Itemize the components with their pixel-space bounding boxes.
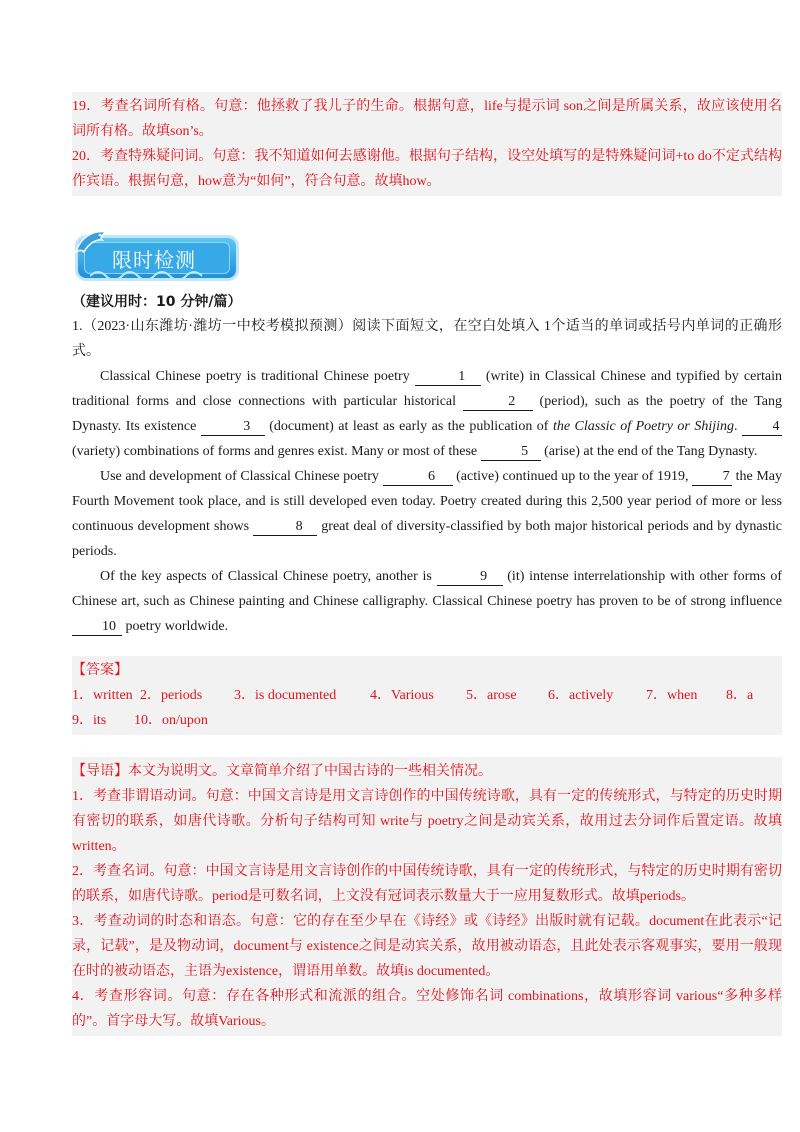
blank-7[interactable]: 7	[692, 469, 732, 486]
blank-5[interactable]: 5	[481, 444, 541, 461]
answer-item: 6．actively	[548, 688, 614, 703]
blank-10[interactable]: 10	[72, 619, 122, 636]
blank-3[interactable]: 3	[201, 419, 265, 436]
blank-6[interactable]: 6	[383, 469, 453, 486]
book-title: the Classic of Poetry or Shijing	[552, 419, 735, 434]
explanation-19: 19．考查名词所有格。句意：他拯救了我儿子的生命。根据句意，life与提示词 son之间是所属关系，故应该使用名词所有格。故填son’s。	[72, 99, 782, 139]
blank-2[interactable]: 2	[463, 394, 533, 411]
answer-item: 9．its	[72, 713, 107, 728]
answer-heading: 【答案】	[72, 663, 128, 678]
passage-paragraph-1: Classical Chinese poetry is traditional Chinese poetry 1 (write) in Classical Chinese and typified by certain traditional forms and close connections with particular historical 2 (period), such as the poetry of the Tang Dynasty. Its existence 3 (document) at least as early as the publication of the Classic of Poetry or Shijing. 4 (variety) combinations of forms and genres exist. Many or most of these 5 (arise) at the end of the Tang Dynasty.	[72, 369, 782, 459]
exercise	[72, 314, 782, 639]
explanation-1: 1．考查非谓语动词。句意：中国文言诗是用文言诗创作的中国传统诗歌，具有一定的传统形式，与特定的历史时期有密切的联系，如唐代诗歌。分析句子结构可知 write与 poetry之间是动宾关系，故用过去分词作后置定语。故填written。	[72, 789, 782, 854]
explanation-20: 20．考查特殊疑问词。句意：我不知道如何去感谢他。根据句子结构，设空处填写的是特殊疑问词+to do不定式结构作宾语。根据句意，how意为“如何”，符合句意。故填how。	[72, 149, 782, 189]
answer-item: 7．when	[646, 688, 698, 703]
blank-4[interactable]: 4	[742, 419, 782, 436]
answer-row-2	[72, 708, 782, 733]
explanation-block	[72, 757, 782, 1036]
answer-row-1	[72, 683, 782, 708]
passage-paragraph-2: Use and development of Classical Chinese poetry 6 (active) continued up to the year of 1919, 7 the May Fourth Movement took place, and is still developed even today. Poetry created during this 2,500 year period of more or less continuous development shows 8 great deal of diversity-classified by both major historical periods and by dynastic periods.	[72, 469, 783, 559]
blank-8[interactable]: 8	[253, 519, 317, 536]
explanation-2: 2．考查名词。句意：中国文言诗是用文言诗创作的中国传统诗歌，具有一定的传统形式，与特定的历史时期有密切的联系，如唐代诗歌。period是可数名词，上文没有冠词表示数量大于一应用复数形式。故填periods。	[72, 864, 782, 904]
answer-block	[72, 656, 782, 735]
answer-item: 2．periods	[140, 688, 203, 703]
exercise-instruction: 1.（2023·山东潍坊·潍坊一中校考模拟预测）阅读下面短文，在空白处填入 1个适当的单词或括号内单词的正确形式。	[72, 319, 782, 359]
answer-item: 5．arose	[466, 688, 517, 703]
answer-item: 3．is documented	[234, 688, 337, 703]
blank-9[interactable]: 9	[437, 569, 503, 586]
answer-item: 10．on/upon	[134, 713, 208, 728]
explanation-3: 3．考查动词的时态和语态。句意：它的存在至少早在《诗经》或《诗经》出版时就有记载。document在此表示“记录，记载”，是及物动词，document与 existence之间是动宾关系，故用被动语态，且此处表示客观事实，要用一般现在时的被动语态，主语为existence，谓语用单数。故填is documented。	[72, 914, 782, 979]
section-title: 限时检测	[112, 248, 196, 272]
guide-intro: 【导语】本文为说明文。文章简单介绍了中国古诗的一些相关情况。	[72, 764, 492, 779]
section-badge	[72, 226, 242, 292]
passage-paragraph-3: Of the key aspects of Classical Chinese poetry, another is 9 (it) intense interrelationship with other forms of Chinese art, such as Chinese painting and Chinese calligraphy. Classical Chinese poetry has proven to be of strong influence 10 poetry worldwide.	[72, 569, 782, 634]
blank-1[interactable]: 1	[415, 369, 481, 386]
answer-item: 4．Various	[370, 688, 434, 703]
answer-item: 1．written	[72, 688, 133, 703]
answer-item: 8．a	[726, 688, 754, 703]
previous-explanations	[72, 92, 782, 196]
dolphin-icon	[72, 226, 116, 262]
time-note: （建议用时：10 分钟/篇）	[72, 294, 242, 310]
explanation-4: 4．考查形容词。句意：存在各种形式和流派的组合。空处修饰名词 combinations，故填形容词 various“多种多样的”。首字母大写。故填Various。	[72, 989, 782, 1029]
